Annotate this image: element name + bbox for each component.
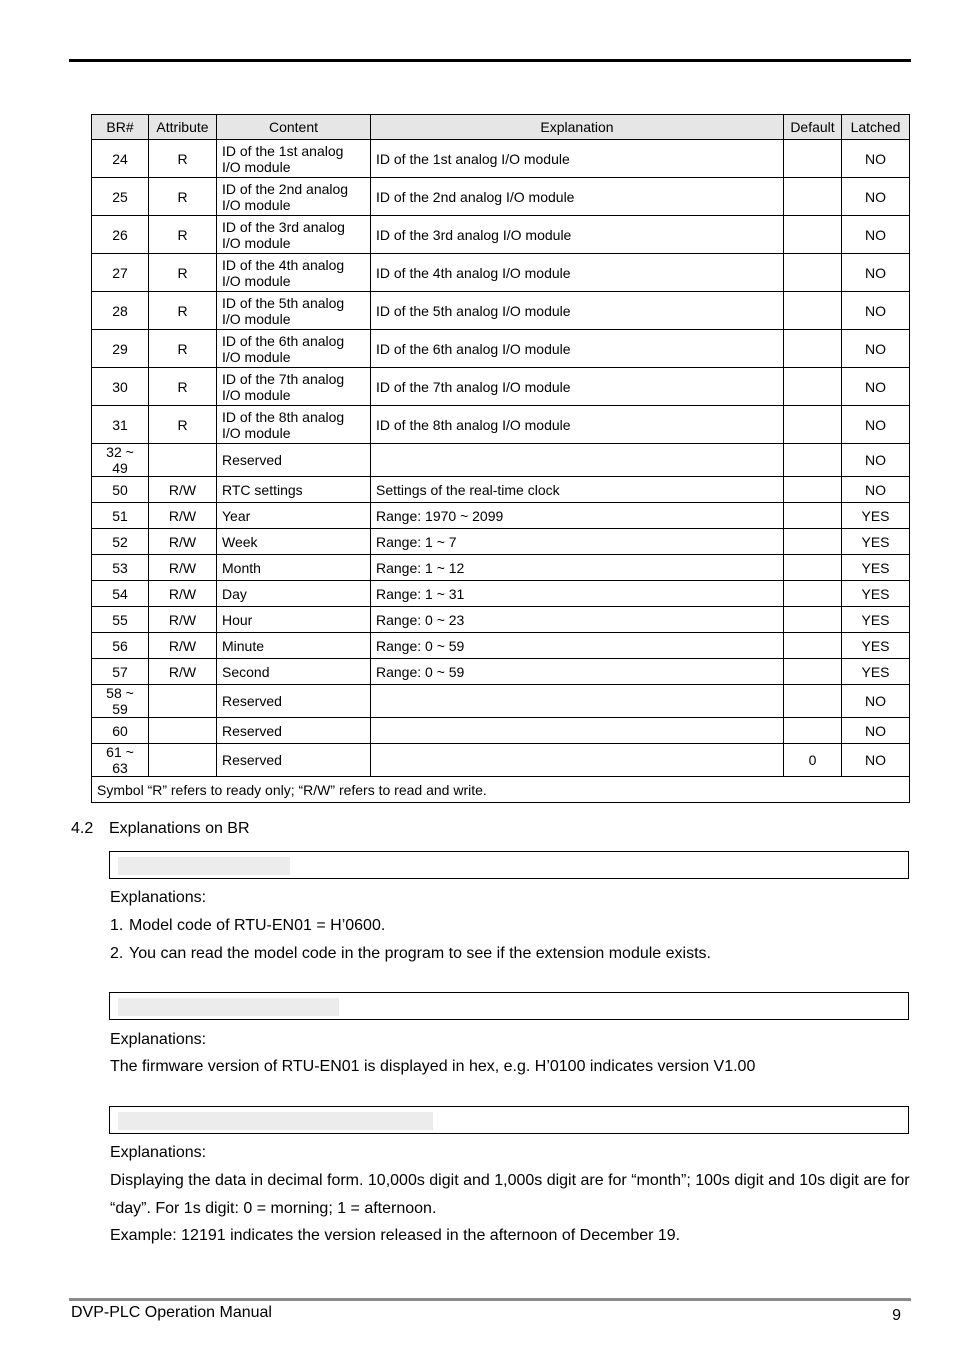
cell-default xyxy=(784,292,842,330)
cell-content: Year xyxy=(217,503,371,529)
cell-content: Week xyxy=(217,529,371,555)
cell-attribute: R xyxy=(149,178,217,216)
cell-content: ID of the 2nd analog I/O module xyxy=(217,178,371,216)
cell-content: Day xyxy=(217,581,371,607)
column-header-attribute: Attribute xyxy=(149,115,217,140)
cell-br: 58 ~ 59 xyxy=(92,685,149,718)
cell-latched: NO xyxy=(842,216,910,254)
cell-explanation: Range: 1 ~ 7 xyxy=(371,529,784,555)
cell-attribute: R xyxy=(149,216,217,254)
cell-latched: NO xyxy=(842,477,910,503)
list-item xyxy=(110,912,385,940)
cell-latched: YES xyxy=(842,581,910,607)
cell-content: ID of the 3rd analog I/O module xyxy=(217,216,371,254)
cell-attribute: R xyxy=(149,292,217,330)
list-number: 2. xyxy=(110,945,124,962)
cell-default xyxy=(784,581,842,607)
cell-attribute: R/W xyxy=(149,607,217,633)
cell-br: 53 xyxy=(92,555,149,581)
cell-br: 50 xyxy=(92,477,149,503)
table-row xyxy=(92,503,910,529)
cell-explanation xyxy=(371,744,784,777)
cell-default: 0 xyxy=(784,744,842,777)
footer-rule xyxy=(69,1298,911,1301)
cell-attribute: R/W xyxy=(149,529,217,555)
table-row xyxy=(92,633,910,659)
cell-latched: YES xyxy=(842,607,910,633)
cell-br: 61 ~ 63 xyxy=(92,744,149,777)
cell-br: 28 xyxy=(92,292,149,330)
cell-br: 30 xyxy=(92,368,149,406)
cell-br: 24 xyxy=(92,140,149,178)
table-note-row xyxy=(92,777,910,803)
table-row xyxy=(92,444,910,477)
cell-latched: NO xyxy=(842,718,910,744)
column-header-content: Content xyxy=(217,115,371,140)
page-number: 9 xyxy=(892,1307,901,1324)
cell-latched: NO xyxy=(842,178,910,216)
cell-attribute: R xyxy=(149,330,217,368)
cell-br: 31 xyxy=(92,406,149,444)
cell-content: Reserved xyxy=(217,685,371,718)
cell-attribute: R xyxy=(149,254,217,292)
cell-default xyxy=(784,216,842,254)
cell-attribute: R/W xyxy=(149,659,217,685)
cell-default xyxy=(784,368,842,406)
cell-content: Month xyxy=(217,555,371,581)
column-header-explanation: Explanation xyxy=(371,115,784,140)
header-rule xyxy=(69,59,911,62)
cell-latched: YES xyxy=(842,633,910,659)
cell-attribute xyxy=(149,685,217,718)
cell-br: 26 xyxy=(92,216,149,254)
br-field-box-2 xyxy=(109,992,909,1020)
cell-br: 25 xyxy=(92,178,149,216)
br-field-box-1 xyxy=(109,851,909,879)
cell-explanation: ID of the 6th analog I/O module xyxy=(371,330,784,368)
table-row xyxy=(92,254,910,292)
cell-content: Minute xyxy=(217,633,371,659)
cell-latched: NO xyxy=(842,368,910,406)
cell-explanation: ID of the 5th analog I/O module xyxy=(371,292,784,330)
list-text: You can read the model code in the program to see if the extension module exists. xyxy=(129,945,711,962)
cell-attribute: R xyxy=(149,406,217,444)
cell-default xyxy=(784,529,842,555)
redacted-field-title xyxy=(118,1112,433,1130)
table-row xyxy=(92,659,910,685)
cell-default xyxy=(784,444,842,477)
table-row xyxy=(92,368,910,406)
cell-default xyxy=(784,406,842,444)
cell-default xyxy=(784,254,842,292)
table-row xyxy=(92,529,910,555)
cell-content: Hour xyxy=(217,607,371,633)
cell-explanation: Range: 0 ~ 59 xyxy=(371,659,784,685)
footer-title: DVP-PLC Operation Manual xyxy=(71,1304,272,1321)
cell-explanation: ID of the 2nd analog I/O module xyxy=(371,178,784,216)
cell-br: 54 xyxy=(92,581,149,607)
table-row xyxy=(92,718,910,744)
cell-content: ID of the 5th analog I/O module xyxy=(217,292,371,330)
cell-content: RTC settings xyxy=(217,477,371,503)
cell-explanation: ID of the 7th analog I/O module xyxy=(371,368,784,406)
cell-content: Reserved xyxy=(217,718,371,744)
cell-br: 27 xyxy=(92,254,149,292)
cell-attribute: R/W xyxy=(149,555,217,581)
section-title: Explanations on BR xyxy=(109,820,250,837)
block-2-label: Explanations: xyxy=(110,1031,207,1048)
section-number: 4.2 xyxy=(71,820,94,837)
block-3-label: Explanations: xyxy=(110,1144,207,1161)
cell-content: ID of the 4th analog I/O module xyxy=(217,254,371,292)
table-note: Symbol “R” refers to ready only; “R/W” refers to read and write. xyxy=(92,777,910,803)
cell-latched: NO xyxy=(842,685,910,718)
cell-explanation: Range: 1970 ~ 2099 xyxy=(371,503,784,529)
cell-br: 51 xyxy=(92,503,149,529)
table-row xyxy=(92,140,910,178)
cell-explanation xyxy=(371,718,784,744)
cell-explanation: Range: 0 ~ 23 xyxy=(371,607,784,633)
cell-latched: NO xyxy=(842,744,910,777)
cell-explanation: Range: 0 ~ 59 xyxy=(371,633,784,659)
cell-explanation: Range: 1 ~ 12 xyxy=(371,555,784,581)
cell-explanation: ID of the 4th analog I/O module xyxy=(371,254,784,292)
br-field-box-3 xyxy=(109,1106,909,1134)
cell-latched: NO xyxy=(842,444,910,477)
table-row xyxy=(92,607,910,633)
cell-explanation: ID of the 3rd analog I/O module xyxy=(371,216,784,254)
cell-content: ID of the 1st analog I/O module xyxy=(217,140,371,178)
cell-attribute: R xyxy=(149,368,217,406)
redacted-field-title xyxy=(118,857,290,875)
column-header-default: Default xyxy=(784,115,842,140)
cell-content: ID of the 6th analog I/O module xyxy=(217,330,371,368)
cell-default xyxy=(784,718,842,744)
block-1-label: Explanations: xyxy=(110,889,207,906)
cell-default xyxy=(784,633,842,659)
cell-attribute xyxy=(149,718,217,744)
cell-explanation xyxy=(371,444,784,477)
table-row xyxy=(92,685,910,718)
table-row xyxy=(92,330,910,368)
cell-default xyxy=(784,140,842,178)
cell-content: ID of the 8th analog I/O module xyxy=(217,406,371,444)
cell-latched: NO xyxy=(842,406,910,444)
cell-attribute: R xyxy=(149,140,217,178)
column-header-latched: Latched xyxy=(842,115,910,140)
cell-attribute xyxy=(149,444,217,477)
cell-latched: YES xyxy=(842,529,910,555)
table-row xyxy=(92,581,910,607)
cell-latched: NO xyxy=(842,140,910,178)
cell-explanation xyxy=(371,685,784,718)
block-3-text: Displaying the data in decimal form. 10,000s digit and 1,000s digit are for “month”; 100s digit and 10s digit are for “day”. For 1s digit: 0 = morning; 1 = afternoon. xyxy=(110,1172,910,1217)
cell-attribute: R/W xyxy=(149,633,217,659)
cell-latched: NO xyxy=(842,292,910,330)
redacted-field-title xyxy=(118,998,339,1016)
cell-latched: YES xyxy=(842,503,910,529)
cell-br: 55 xyxy=(92,607,149,633)
cell-latched: YES xyxy=(842,659,910,685)
cell-latched: NO xyxy=(842,330,910,368)
cell-content: Reserved xyxy=(217,444,371,477)
table-row xyxy=(92,216,910,254)
cell-br: 57 xyxy=(92,659,149,685)
cell-attribute: R/W xyxy=(149,581,217,607)
cell-attribute: R/W xyxy=(149,477,217,503)
cell-br: 52 xyxy=(92,529,149,555)
cell-explanation: Settings of the real-time clock xyxy=(371,477,784,503)
list-number: 1. xyxy=(110,917,124,934)
table-row xyxy=(92,178,910,216)
list-item xyxy=(110,940,711,968)
cell-br: 60 xyxy=(92,718,149,744)
table-row xyxy=(92,292,910,330)
cell-latched: YES xyxy=(842,555,910,581)
cell-default xyxy=(784,659,842,685)
table-row xyxy=(92,555,910,581)
cell-explanation: Range: 1 ~ 31 xyxy=(371,581,784,607)
table-header-row xyxy=(92,115,910,140)
cell-latched: NO xyxy=(842,254,910,292)
cell-content: ID of the 7th analog I/O module xyxy=(217,368,371,406)
table-row xyxy=(92,406,910,444)
cell-br: 29 xyxy=(92,330,149,368)
cell-explanation: ID of the 8th analog I/O module xyxy=(371,406,784,444)
block-3-example: Example: 12191 indicates the version released in the afternoon of December 19. xyxy=(110,1227,681,1244)
table-row xyxy=(92,744,910,777)
cell-br: 56 xyxy=(92,633,149,659)
column-header-br: BR# xyxy=(92,115,149,140)
cell-default xyxy=(784,503,842,529)
br-table xyxy=(91,114,910,803)
cell-content: Second xyxy=(217,659,371,685)
cell-content: Reserved xyxy=(217,744,371,777)
cell-default xyxy=(784,330,842,368)
block-2-text: The firmware version of RTU-EN01 is displayed in hex, e.g. H’0100 indicates version V1.00 xyxy=(110,1058,756,1075)
cell-attribute xyxy=(149,744,217,777)
list-text: Model code of RTU-EN01 = H’0600. xyxy=(129,917,386,934)
table-row xyxy=(92,477,910,503)
cell-explanation: ID of the 1st analog I/O module xyxy=(371,140,784,178)
cell-default xyxy=(784,607,842,633)
cell-default xyxy=(784,477,842,503)
section-heading xyxy=(71,820,250,838)
cell-attribute: R/W xyxy=(149,503,217,529)
cell-default xyxy=(784,685,842,718)
cell-br: 32 ~ 49 xyxy=(92,444,149,477)
cell-default xyxy=(784,178,842,216)
cell-default xyxy=(784,555,842,581)
